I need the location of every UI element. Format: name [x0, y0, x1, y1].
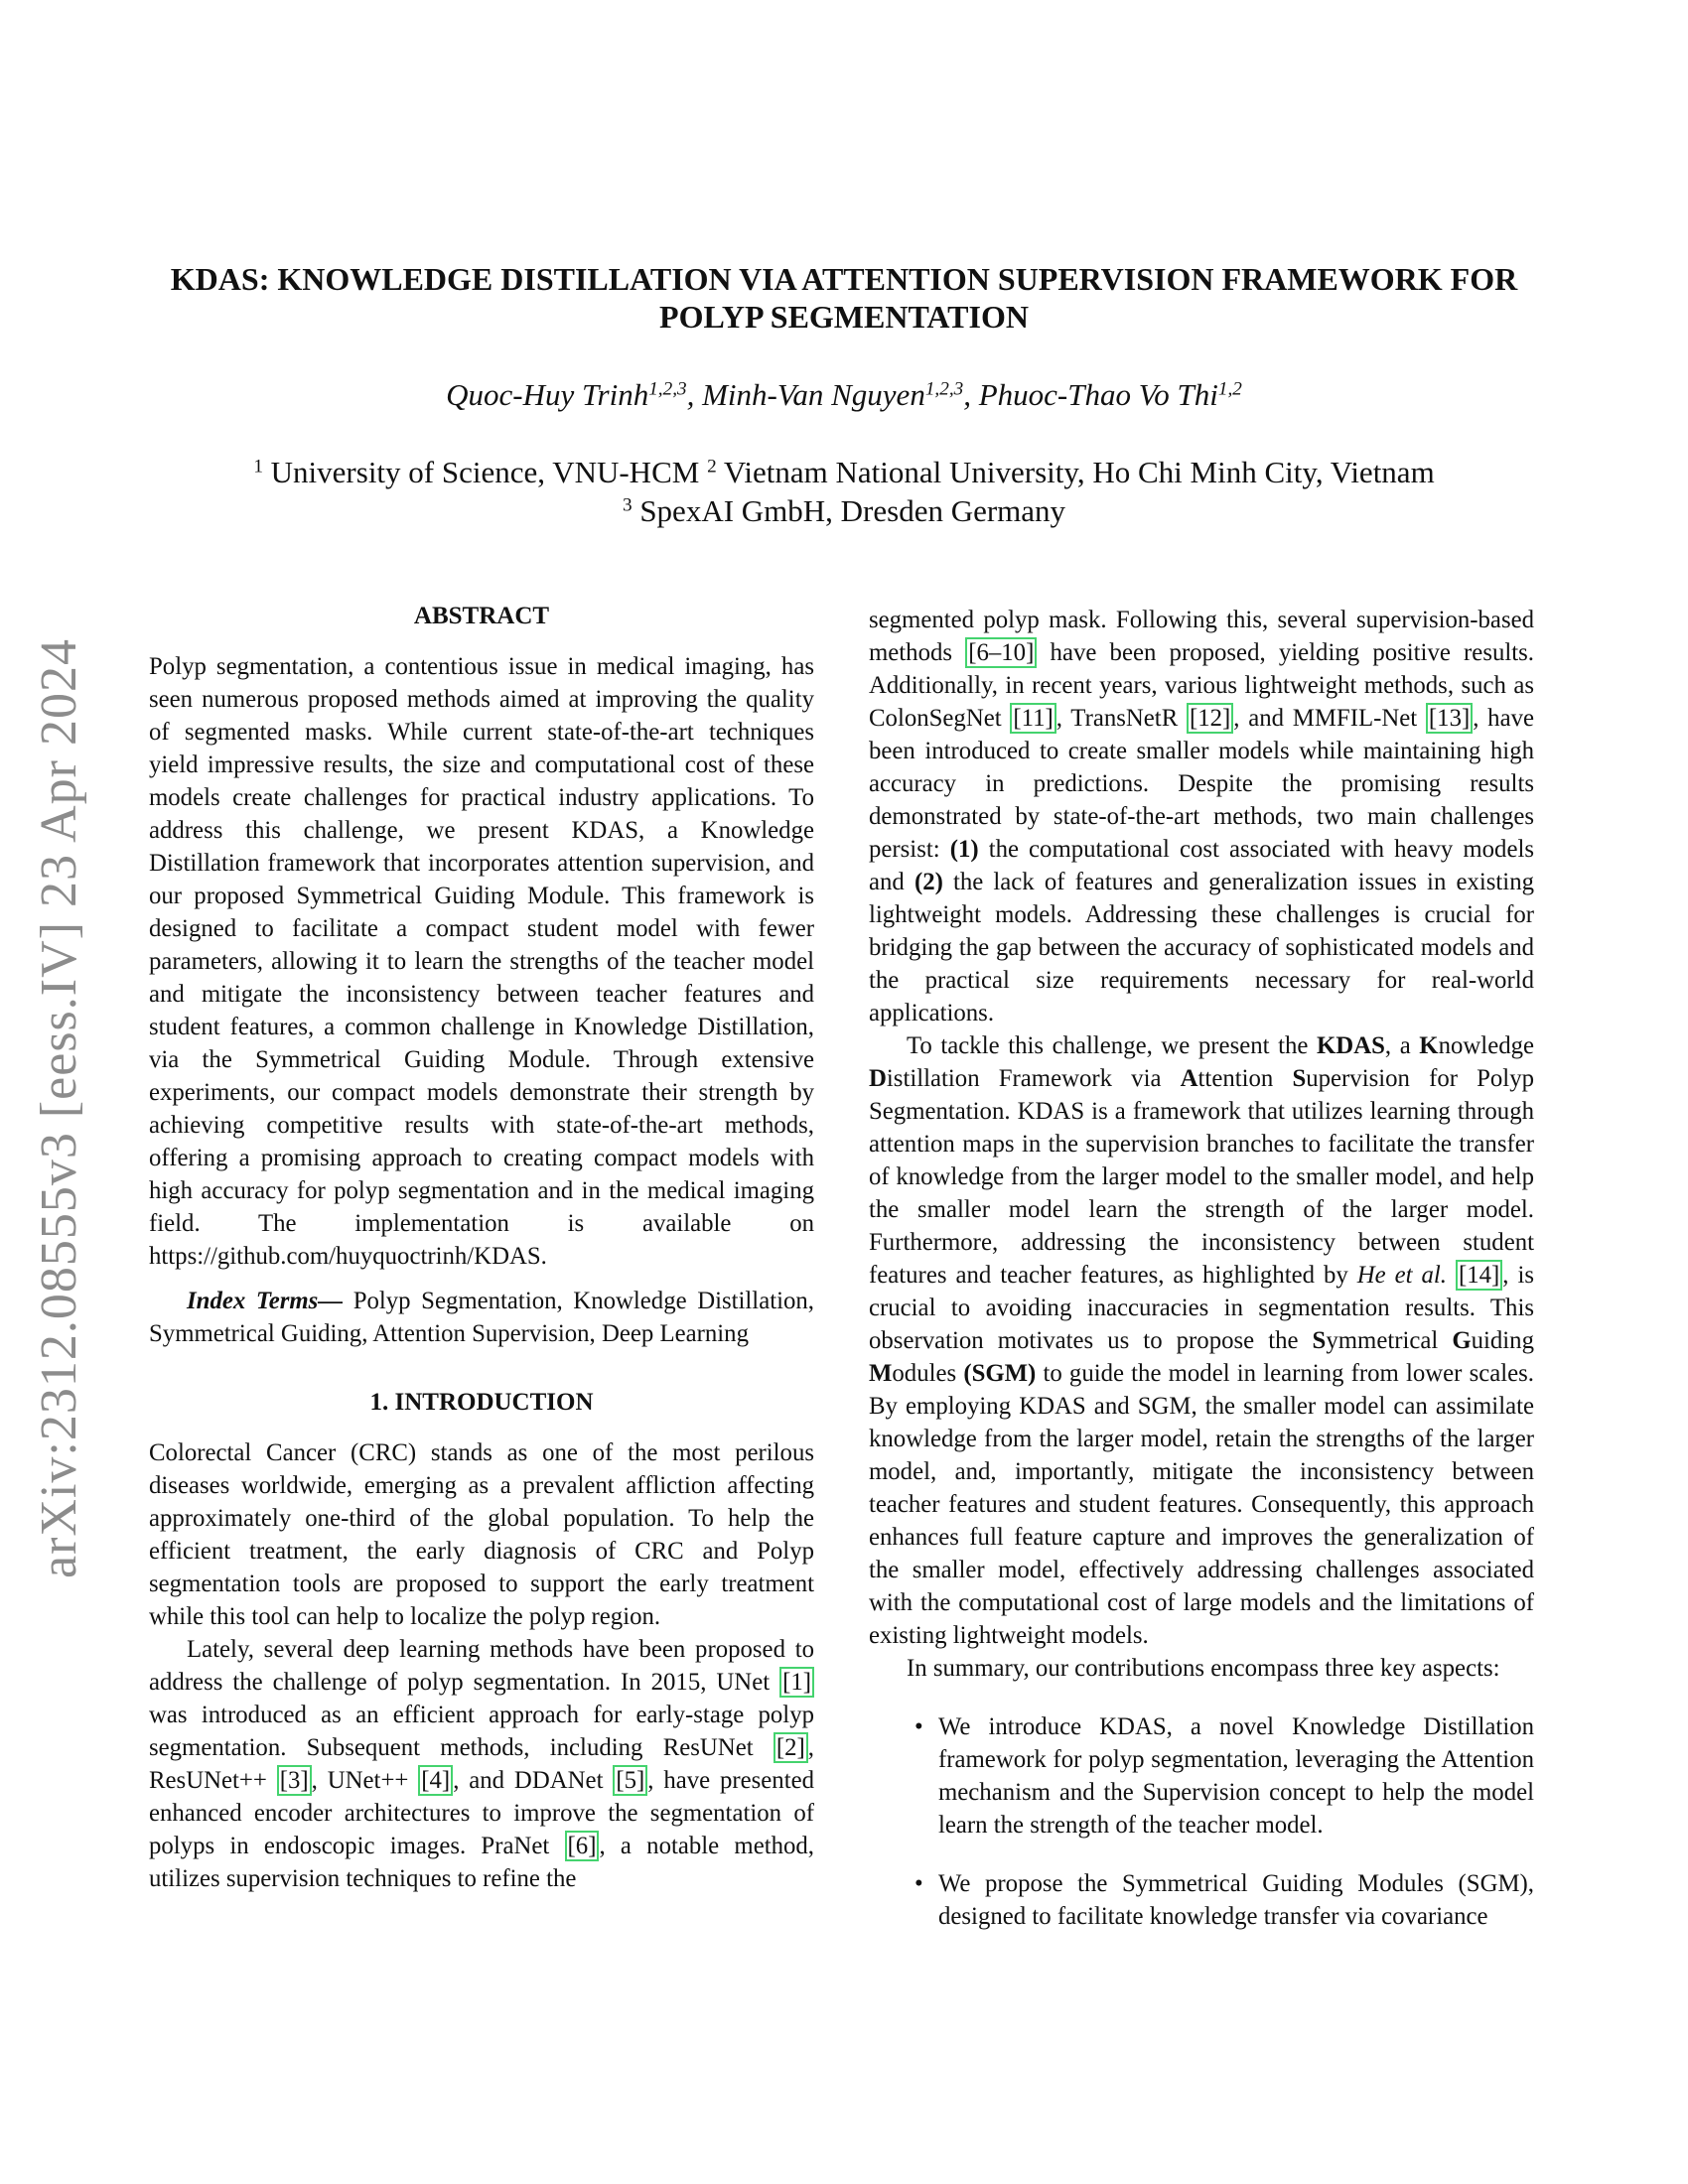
body-paragraph: segmented polyp mask. Following this, several supervision-based methods [6–10] have been proposed, yielding positive results. Additionally, in recent years, various lightweight methods, such as ColonSegNet [11] , TransNetR [12] , and MMFIL-Net [13] , have been introduced to create smaller models while maintaining high accuracy in predictions. Despite the promising results demonstrated by state-of-the-art methods, two main challenges persist: (1) the computational cost associated with heavy models and (2) the lack of features and generalization issues in existing lightweight models. Addressing these challenges is crucial for bridging the gap between the accuracy of sophisticated models and the practical size requirements necessary for real-world applications.	[869, 607, 1534, 1026]
paper-title: KDAS: KNOWLEDGE DISTILLATION VIA ATTENTION SUPERVISION FRAMEWORK FOR POLYP SEGMENTATION	[170, 261, 1518, 335]
contribution-item: • We propose the Symmetrical Guiding Modules (SGM), designed to facilitate knowledge transfer via covariance	[938, 1867, 1534, 1933]
author-name: Phuoc-Thao Vo Thi	[978, 377, 1218, 412]
author-affiliation-marker: 1,2,3	[924, 378, 964, 400]
introduction-heading: 1. INTRODUCTION	[369, 1389, 594, 1416]
contribution-item: • We introduce KDAS, a novel Knowledge Distillation framework for polyp segmentation, leveraging the Attention mechanism and the Supervision concept to help the model learn the strength of the teacher model.	[938, 1710, 1534, 1842]
citation-link[interactable]: [11]	[1010, 703, 1055, 734]
index-terms-text: Polyp Segmentation, Knowledge Distillation, Symmetrical Guiding, Attention Supervision, Deep Learning	[149, 1288, 814, 1347]
body-paragraph: In summary, our contributions encompass three key aspects:	[907, 1655, 1500, 1682]
abstract-heading: ABSTRACT	[413, 603, 550, 629]
intro-paragraph: Lately, several deep learning methods have been proposed to address the challenge of polyp segmentation. In 2015, UNet [1] was introduced as an efficient approach for early-stage polyp segmentation. Subsequent methods, including ResUNet [2] , ResUNet++ [3] , UNet++ [4] , and DDANet [5] , have presented enhanced encoder architectures to improve the segmentation of polyps in endoscopic images. PraNet [6] , a notable method, utilizes supervision techniques to refine the	[149, 1636, 814, 1892]
author-name: Quoc-Huy Trinh	[446, 377, 649, 412]
index-terms-label: Index Terms—	[187, 1288, 344, 1314]
body-paragraph: To tackle this challenge, we present the KDAS, a Knowledge Distillation Framework via Attention Supervision for Polyp Segmentation. KDAS is a framework that utilizes learning through attention maps in the supervision branches to facilitate the transfer of knowledge from the larger model to the smaller model, and help the smaller model learn the strength of the larger model. Furthermore, addressing the inconsistency between student features and teacher features, as highlighted by He et al. [14] , is crucial to avoiding inaccuracies in segmentation results. This observation motivates us to propose the Symmetrical Guiding Modules (SGM) to guide the model in learning from lower scales. By employing KDAS and SGM, the smaller model can assimilate knowledge from the larger model, retain the strengths of the larger model, and, importantly, mitigate the inconsistency between teacher features and student features. Consequently, this approach enhances full feature capture and improves the generalization of the smaller model, effectively addressing challenges associated with the computational cost of large models and the limitations of existing lightweight models.	[869, 1032, 1534, 1649]
affiliation-text: SpexAI GmbH, Dresden Germany	[639, 493, 1066, 528]
citation-link[interactable]: [14]	[1456, 1260, 1502, 1291]
citation-link[interactable]: [6–10]	[965, 637, 1037, 668]
affiliation-text: Vietnam National University, Ho Chi Minh City, Vietnam	[723, 455, 1435, 489]
contributions-list	[869, 1710, 1534, 1933]
abstract-text: Polyp segmentation, a contentious issue in medical imaging, has seen numerous proposed methods aimed at improving the quality of segmented masks. While current state-of-the-art techniques yield impressive results, the size and computational cost of these models create challenges for practical industry applications. To address this challenge, we present KDAS, a Knowledge Distillation framework that incorporates attention supervision, and our proposed Symmetrical Guiding Module. This framework is designed to facilitate a compact student model with fewer parameters, allowing it to learn the strengths of the teacher model and mitigate the inconsistency between teacher features and student features, a common challenge in Knowledge Distillation, via the Symmetrical Guiding Module. Through extensive experiments, our compact models demonstrate their strength by achieving competitive results with state-of-the-art methods, offering a promising approach to creating compact models with high accuracy for polyp segmentation and in the medical imaging field. The implementation is available on https://github.com/huyquoctrinh/KDAS.	[149, 653, 814, 1270]
affiliation-marker: 2	[707, 456, 717, 478]
affiliation-list	[159, 453, 1529, 530]
citation-link[interactable]: [12]	[1187, 703, 1233, 734]
citation-link[interactable]: [5]	[613, 1765, 647, 1796]
citation-link[interactable]: [6]	[565, 1831, 600, 1861]
affiliation-marker: 1	[253, 456, 263, 478]
citation-link[interactable]: [4]	[418, 1765, 453, 1796]
citation-link[interactable]: [1]	[779, 1667, 814, 1698]
arxiv-identifier: arXiv:2312.08555v3 [eess.IV] 23 Apr 2024	[31, 638, 87, 1578]
left-column	[149, 600, 814, 1895]
right-column	[869, 604, 1534, 1959]
author-affiliation-marker: 1,2,3	[648, 378, 687, 400]
citation-link[interactable]: [3]	[277, 1765, 312, 1796]
citation-link[interactable]: [13]	[1426, 703, 1473, 734]
author-name: Minh-Van Nguyen	[702, 377, 925, 412]
index-terms	[149, 1285, 814, 1350]
affiliation-text: University of Science, VNU-HCM	[270, 455, 700, 489]
author-affiliation-marker: 1,2	[1217, 378, 1242, 400]
citation-link[interactable]: [2]	[774, 1732, 808, 1763]
author-list: Quoc-Huy Trinh$^{1,2,3}$, Minh-Van Nguyen$^{1,2,3}$, Phuoc-Thao Vo Thi$^{1,2}$	[446, 377, 1242, 412]
intro-paragraph: Colorectal Cancer (CRC) stands as one of the most perilous diseases worldwide, emerging as a prevalent affliction affecting approximately one-third of the global population. To help the efficient treatment, the early diagnosis of CRC and Polyp segmentation tools are proposed to support the early treatment while this tool can help to localize the polyp region.	[149, 1439, 814, 1630]
affiliation-marker: 3	[622, 494, 633, 516]
